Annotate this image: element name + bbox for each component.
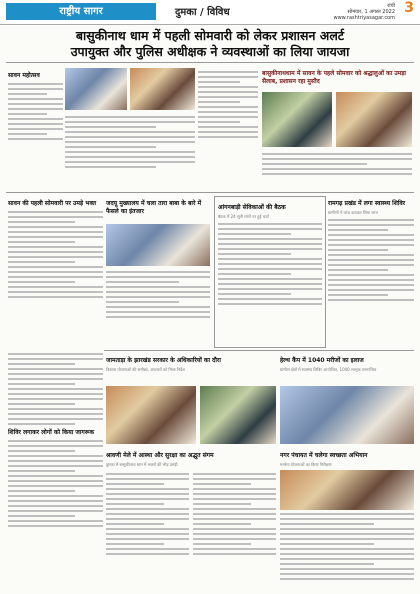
center-box-story: [214, 196, 326, 348]
center-box-headline: आंगनबाड़ी सेविकाओं की बैठक: [218, 204, 286, 211]
center-left-story: [106, 196, 210, 222]
left-bottom-column: [8, 350, 103, 590]
mid-right-top-story: [262, 66, 412, 88]
mid-right-top-body: [262, 150, 412, 188]
masthead: [0, 0, 420, 25]
dateline-website: www.rashtriyasagar.com: [333, 15, 395, 21]
lower-center-headline: श्रावणी मेले में आस्था और सुरक्षा का अद्भुत संगम: [106, 452, 214, 459]
lower-center-story: [106, 448, 276, 590]
left-kicker: सावन महोत्सव: [8, 72, 40, 79]
left-mid-story: [8, 196, 103, 346]
middle-photo-2: [200, 386, 276, 444]
lower-right-story: [280, 448, 414, 590]
center-left-headline: जदयू मुख्यालय में चला तारा बाबा के बारे में फैसले का इंतजार: [106, 200, 202, 215]
middle-band-left-subheadline: विकास योजनाओं की समीक्षा, अफसरों को मिला निर्देश: [106, 367, 185, 372]
band-rule-1: [6, 192, 414, 193]
band-rule-2: [104, 350, 414, 351]
lower-right-photo: [280, 470, 414, 510]
section-title: दुमका / विविध: [175, 7, 230, 18]
left-column-top: [8, 68, 63, 188]
lead-photo-center: [130, 68, 195, 110]
center-left-body: [106, 268, 210, 346]
dateline-city: रांची: [387, 3, 395, 9]
right-headline: रामगढ़ प्रखंड में लगा स्वास्थ्य शिविर: [328, 200, 406, 207]
middle-band-left-headline: जामताड़ा के झारखंड सरकार के अधिकारियों का दौरा: [106, 357, 221, 364]
middle-band-right-headline: हेल्थ कैंप में 1040 मरीजों का इलाज: [280, 357, 364, 364]
lead-rule: [6, 62, 414, 63]
dateline: [334, 3, 396, 21]
middle-band-right-subheadline: ग्रामीण क्षेत्रों में स्वास्थ्य शिविर आयोजित, 1040 लाभुक लाभान्वित: [280, 367, 377, 372]
middle-band-right: [280, 353, 414, 383]
lead-photo-left: [65, 68, 127, 110]
brand-logo: राष्ट्रीय सागर: [6, 3, 156, 20]
lower-center-subheadline: दुमका में बासुकीनाथ धाम में भक्तों की भीड़ उमड़ी: [106, 462, 178, 467]
middle-photo-3: [280, 386, 414, 444]
lead-headline-line2: उपायुक्त और पुलिस अधीक्षक ने व्यवस्थाओं का लिया जायजा: [70, 44, 350, 59]
right-subheadline: ग्रामीणों ने जांच कराकर लिया लाभ: [328, 210, 378, 215]
lead-headline-line1: बासुकीनाथ धाम में पहली सोमवारी को लेकर प्रशासन अलर्ट: [75, 28, 345, 43]
right-story: [328, 196, 414, 346]
lower-right-headline: नगर पंचायत में चलेगा स्वच्छता अभियान: [280, 452, 368, 459]
page-number: 3: [404, 0, 414, 16]
lead-headline: [8, 28, 412, 60]
lower-right-subheadline: मनरेगा योजनाओं का किया निरीक्षण: [280, 462, 332, 467]
center-left-photo: [106, 224, 210, 266]
pilgrims-photo: [336, 92, 412, 147]
lead-body: [65, 113, 195, 188]
middle-band-left: [106, 353, 276, 383]
crowd-photo: [262, 92, 332, 147]
center-box-subheadline: बैठक में 24 सूत्री मांगों पर हुई चर्चा: [218, 214, 269, 219]
left-mid-kicker: सावन की पहली सोमवारी पर उमड़े भक्त: [8, 200, 97, 207]
middle-photo-1: [106, 386, 196, 444]
mid-right-top-headline: बासुकीनाथधाम में सावन के पहले सोमवार को श्रद्धालुओं का उमड़ा सैलाब, प्रशासन रहा मुस्तैद: [262, 70, 406, 85]
dateline-date: सोमवार, 1 अगस्त 2022: [347, 9, 395, 15]
lead-body-column: [198, 68, 258, 188]
bottom-left-headline: शिविर लगाकर लोगों को किया जागरूक: [8, 429, 95, 436]
